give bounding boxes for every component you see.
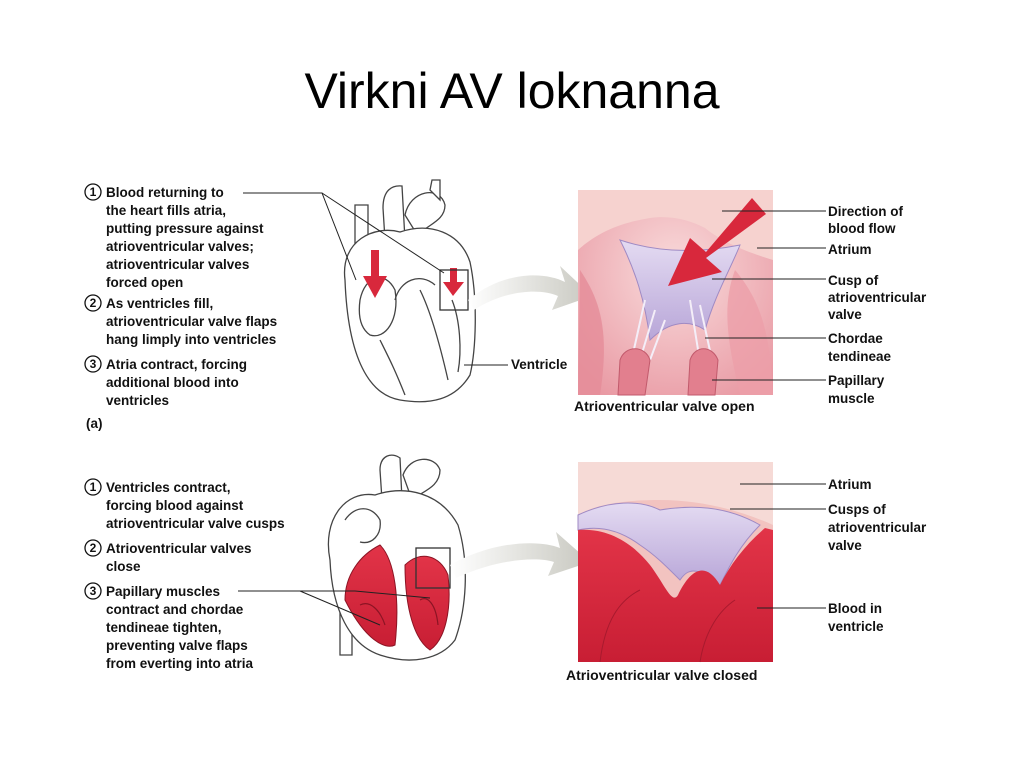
step-b1 bbox=[85, 479, 285, 531]
step-number: 1 bbox=[89, 185, 97, 199]
blood-in-ventricle-label: Blood in bbox=[828, 601, 882, 616]
step-b3-line: from everting into atria bbox=[106, 656, 254, 671]
step-number: 2 bbox=[89, 296, 97, 310]
papillary-label: Papillary bbox=[828, 373, 885, 388]
step-b1-line: atrioventricular valve cusps bbox=[106, 516, 285, 531]
heart-diagram-b bbox=[328, 455, 465, 660]
valve-closed-detail bbox=[578, 462, 773, 662]
panel-a-steps bbox=[85, 184, 277, 431]
step-b3-line: tendineae tighten, bbox=[106, 620, 222, 635]
chordae-label: Chordae bbox=[828, 331, 883, 346]
step-number: 2 bbox=[89, 541, 97, 555]
step-a1-line: atrioventricular valves bbox=[106, 257, 250, 272]
panel-b-steps bbox=[85, 479, 285, 671]
papillary-label: muscle bbox=[828, 391, 875, 406]
step-a1-line: Blood returning to bbox=[106, 185, 224, 200]
cusp-label: Cusp of bbox=[828, 273, 879, 288]
direction-of-flow-label: blood flow bbox=[828, 221, 896, 236]
cusps-label: atrioventricular bbox=[828, 520, 927, 535]
step-b3-line: preventing valve flaps bbox=[106, 638, 248, 653]
blood-in-ventricle-label: ventricle bbox=[828, 619, 884, 634]
step-b3-line: contract and chordae bbox=[106, 602, 244, 617]
step-a1-line: forced open bbox=[106, 275, 184, 290]
atrium-label: Atrium bbox=[828, 242, 872, 257]
zoom-arrow bbox=[468, 266, 592, 310]
step-b2-line: Atrioventricular valves bbox=[106, 541, 252, 556]
step-a3-line: Atria contract, forcing bbox=[106, 357, 248, 372]
atrium-label: Atrium bbox=[828, 477, 872, 492]
step-a3-line: ventricles bbox=[106, 393, 170, 408]
cusp-label: valve bbox=[828, 307, 862, 322]
step-a3-line: additional blood into bbox=[106, 375, 239, 390]
chordae-label: tendineae bbox=[828, 349, 892, 364]
blood-arrow bbox=[371, 250, 379, 278]
step-a1 bbox=[85, 184, 264, 290]
step-a1-line: putting pressure against bbox=[106, 221, 264, 236]
cusp-label: atrioventricular bbox=[828, 290, 927, 305]
step-b3 bbox=[85, 583, 254, 671]
heart-diagram-a bbox=[345, 180, 476, 402]
detail-b-labels bbox=[828, 477, 927, 634]
step-b2 bbox=[85, 540, 252, 574]
step-b1-line: forcing blood against bbox=[106, 498, 244, 513]
step-b1-line: Ventricles contract, bbox=[106, 480, 231, 495]
panel-letter: (a) bbox=[86, 416, 103, 431]
cusps-label: valve bbox=[828, 538, 862, 553]
step-a2 bbox=[85, 295, 277, 347]
step-a2-line: atrioventricular valve flaps bbox=[106, 314, 278, 329]
step-a2-line: hang limply into ventricles bbox=[106, 332, 277, 347]
step-number: 3 bbox=[89, 584, 97, 598]
valve-open-caption: Atrioventricular valve open bbox=[574, 398, 755, 414]
step-number: 1 bbox=[89, 480, 97, 494]
step-number: 3 bbox=[89, 357, 97, 371]
zoom-arrow bbox=[450, 532, 590, 578]
step-a3 bbox=[85, 356, 247, 408]
step-a2-line: As ventricles fill, bbox=[106, 296, 214, 311]
valve-open-detail bbox=[578, 190, 773, 395]
direction-of-flow-label: Direction of bbox=[828, 204, 904, 219]
step-a1-line: atrioventricular valves; bbox=[106, 239, 254, 254]
detail-a-labels bbox=[828, 204, 927, 406]
ventricle-label: Ventricle bbox=[511, 357, 568, 372]
step-b3-line: Papillary muscles bbox=[106, 584, 221, 599]
step-a1-line: the heart fills atria, bbox=[106, 203, 227, 218]
step-b2-line: close bbox=[106, 559, 141, 574]
slide-title: Virkni AV loknanna bbox=[304, 63, 720, 119]
valve-closed-caption: Atrioventricular valve closed bbox=[566, 667, 758, 683]
cusps-label: Cusps of bbox=[828, 502, 886, 517]
